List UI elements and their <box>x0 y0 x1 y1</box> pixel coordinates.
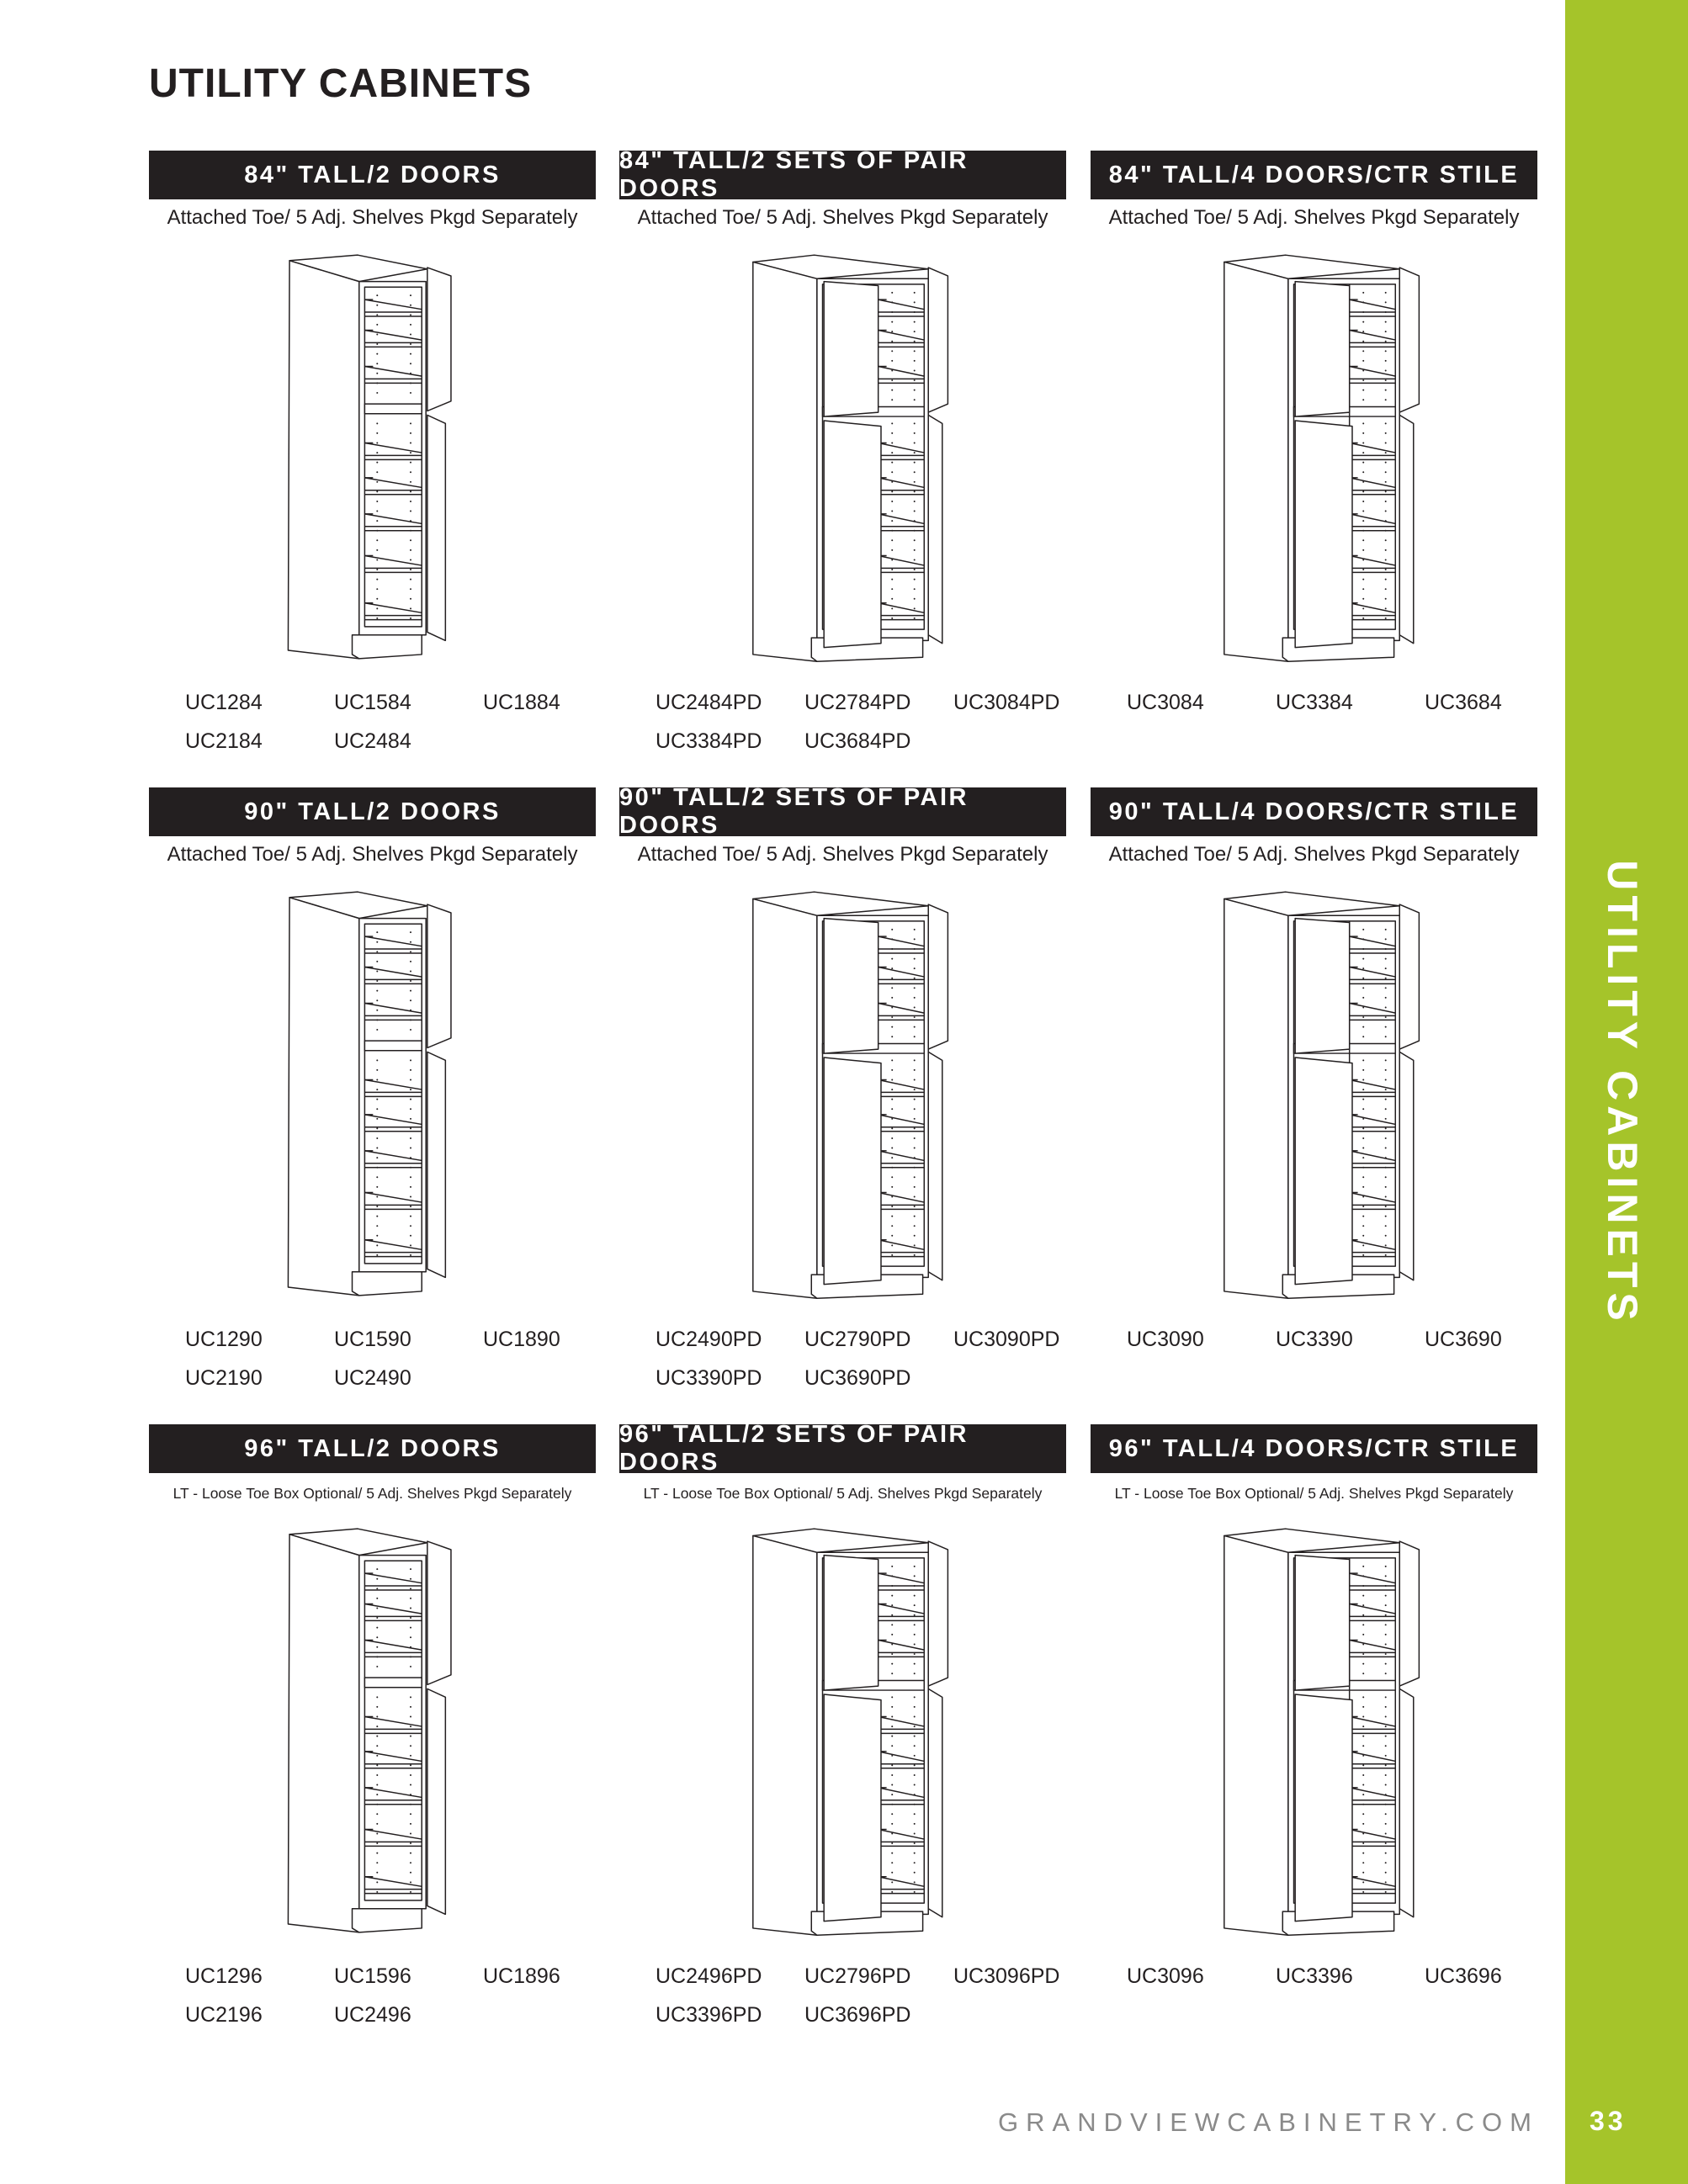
model-code: UC3090 <box>1127 1328 1204 1351</box>
model-code: UC2484 <box>334 729 411 753</box>
panel-title-bar <box>1091 787 1537 836</box>
model-code: UC2490PD <box>656 1328 762 1351</box>
panel-note: Attached Toe/ 5 Adj. Shelves Pkgd Separately <box>1108 206 1520 229</box>
model-code: UC3696PD <box>804 2003 911 2027</box>
model-code: UC2184 <box>185 729 263 753</box>
model-code: UC3696 <box>1425 1964 1502 1988</box>
panel-title: 84" TALL/2 DOORS <box>244 161 501 188</box>
cabinet-drawing-pair <box>619 251 1066 671</box>
model-code: UC3084 <box>1127 691 1204 714</box>
model-code: UC1884 <box>483 691 560 714</box>
panel-title: 90" TALL/4 DOORS/CTR STILE <box>1108 798 1520 825</box>
panel-title-bar <box>619 147 1066 202</box>
model-code: UC3096PD <box>953 1964 1060 1988</box>
cabinet-drawing-pair <box>619 1524 1066 1945</box>
model-code: UC2196 <box>185 2003 263 2027</box>
panel-title-bar <box>1091 1424 1537 1473</box>
model-code: UC3684PD <box>804 729 911 753</box>
model-code: UC1296 <box>185 1964 263 1988</box>
panel-note: Attached Toe/ 5 Adj. Shelves Pkgd Separately <box>637 843 1048 866</box>
model-code: UC1584 <box>334 691 411 714</box>
model-code: UC3396PD <box>656 2003 762 2027</box>
cabinet-drawing-pair <box>619 888 1066 1308</box>
panel-title-bar <box>619 1421 1066 1476</box>
model-code: UC2796PD <box>804 1964 911 1988</box>
cabinet-panel <box>619 147 1066 773</box>
model-code: UC3096 <box>1127 1964 1204 1988</box>
model-code: UC2784PD <box>804 691 911 714</box>
page-number: 33 <box>1590 2106 1627 2136</box>
panel-title-bar <box>149 1424 596 1473</box>
cabinet-panel <box>149 1424 596 2047</box>
model-code: UC3084PD <box>953 691 1060 714</box>
model-code: UC1290 <box>185 1328 263 1351</box>
model-code: UC3390PD <box>656 1366 762 1390</box>
model-code: UC2496PD <box>656 1964 762 1988</box>
cabinet-panel <box>149 151 596 773</box>
model-code: UC3390 <box>1276 1328 1353 1351</box>
model-code: UC3396 <box>1276 1964 1353 1988</box>
panel-note: LT - Loose Toe Box Optional/ 5 Adj. Shelves Pkgd Separately <box>173 1485 572 1502</box>
model-code: UC1284 <box>185 691 263 714</box>
cabinet-drawing-four <box>1091 251 1537 671</box>
panel-note: Attached Toe/ 5 Adj. Shelves Pkgd Separately <box>637 206 1048 229</box>
model-code: UC1590 <box>334 1328 411 1351</box>
model-code: UC1896 <box>483 1964 560 1988</box>
panel-title-bar <box>149 151 596 199</box>
panel-note: Attached Toe/ 5 Adj. Shelves Pkgd Separately <box>1108 843 1520 866</box>
panel-title: 84" TALL/4 DOORS/CTR STILE <box>1108 161 1520 188</box>
cabinet-drawing-four <box>1091 888 1537 1308</box>
model-code: UC1596 <box>334 1964 411 1988</box>
panel-title-bar <box>149 787 596 836</box>
model-code: UC2484PD <box>656 691 762 714</box>
sidebar-section-title: UTILITY CABINETS <box>1599 860 1646 1326</box>
cabinet-panel <box>619 784 1066 1410</box>
cabinet-drawing-four <box>1091 1524 1537 1945</box>
panel-note: Attached Toe/ 5 Adj. Shelves Pkgd Separately <box>167 206 578 229</box>
model-code: UC2490 <box>334 1366 411 1390</box>
panel-title: 90" TALL/2 DOORS <box>244 798 501 825</box>
cabinet-panel <box>619 1421 1066 2047</box>
model-code: UC2190 <box>185 1366 263 1390</box>
cabinet-panel <box>1091 151 1537 773</box>
page-title: UTILITY CABINETS <box>149 61 533 106</box>
model-code: UC2496 <box>334 2003 411 2027</box>
model-code: UC1890 <box>483 1328 560 1351</box>
model-code: UC3684 <box>1425 691 1502 714</box>
panel-note: LT - Loose Toe Box Optional/ 5 Adj. Shelves Pkgd Separately <box>1114 1485 1514 1502</box>
model-code: UC3090PD <box>953 1328 1060 1351</box>
panel-title-bar <box>619 784 1066 839</box>
panel-title: 96" TALL/2 SETS OF PAIR DOORS <box>619 1421 969 1476</box>
panel-title: 90" TALL/2 SETS OF PAIR DOORS <box>619 784 969 839</box>
panel-note: LT - Loose Toe Box Optional/ 5 Adj. Shelves Pkgd Separately <box>643 1485 1043 1502</box>
cabinet-drawing-single <box>149 888 596 1308</box>
cabinet-drawing-single <box>149 1524 596 1945</box>
panel-title: 84" TALL/2 SETS OF PAIR DOORS <box>619 147 969 202</box>
model-code: UC3384PD <box>656 729 762 753</box>
panel-title: 96" TALL/4 DOORS/CTR STILE <box>1108 1434 1520 1462</box>
model-code: UC2790PD <box>804 1328 911 1351</box>
cabinet-drawing-single <box>149 251 596 671</box>
panel-note: Attached Toe/ 5 Adj. Shelves Pkgd Separately <box>167 843 578 866</box>
panel-title-bar <box>1091 151 1537 199</box>
panel-title: 96" TALL/2 DOORS <box>244 1434 501 1462</box>
model-code: UC3384 <box>1276 691 1353 714</box>
model-code: UC3690PD <box>804 1366 911 1390</box>
cabinet-panel <box>149 787 596 1410</box>
cabinet-panel <box>1091 1424 1537 2047</box>
model-code: UC3690 <box>1425 1328 1502 1351</box>
cabinet-panel <box>1091 787 1537 1410</box>
footer-website: GRANDVIEWCABINETRY.COM <box>998 2107 1539 2137</box>
